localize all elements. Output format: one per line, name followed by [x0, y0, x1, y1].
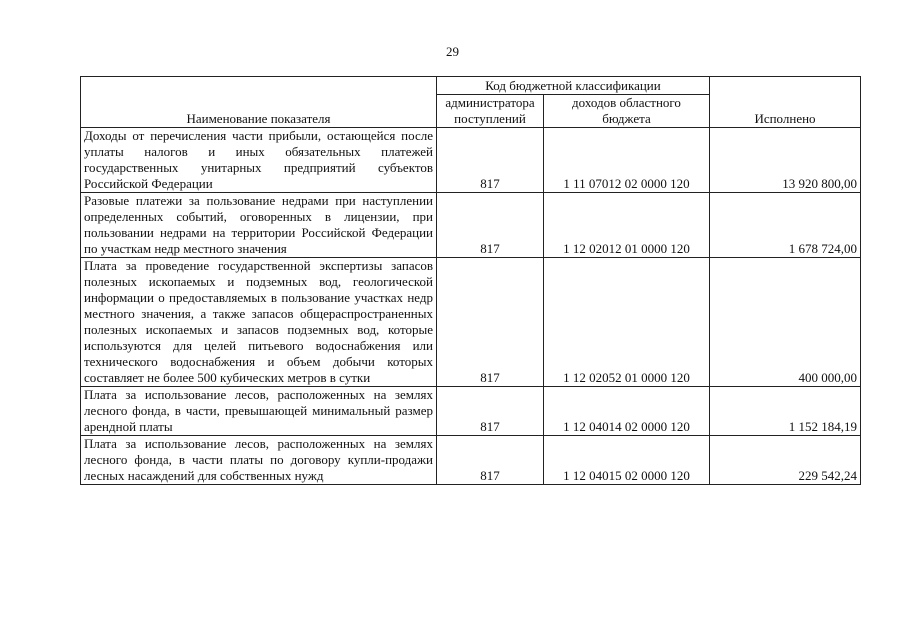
row-income-code: 1 12 02052 01 0000 120: [544, 258, 710, 387]
row-executed: 13 920 800,00: [710, 128, 861, 193]
table-row: [81, 387, 861, 436]
row-name: Плата за проведение государственной экспертизы запасов полезных ископаемых и подземных вод, геологической информации о предоставляемых в пользование участках недр местного значения, а также запасов общераспространенных полезных ископаемых и запасов подземных вод, которые используются для целей питьевого водоснабжения или технического водоснабжения и объем добычи которых составляет не более 500 кубических метров в сутки: [81, 258, 437, 387]
row-name: Плата за использование лесов, расположенных на землях лесного фонда, в части платы по договору купли-продажи лесных насаждений для собственных нужд: [81, 436, 437, 485]
row-admin-code: 817: [437, 258, 544, 387]
table-header-row: [81, 77, 861, 95]
row-admin-code: 817: [437, 436, 544, 485]
budget-table: [80, 76, 861, 485]
row-income-code: 1 12 04014 02 0000 120: [544, 387, 710, 436]
row-income-code: 1 11 07012 02 0000 120: [544, 128, 710, 193]
row-admin-code: 817: [437, 193, 544, 258]
row-income-code: 1 12 02012 01 0000 120: [544, 193, 710, 258]
header-name: Наименование показателя: [81, 77, 437, 128]
row-executed: 1 678 724,00: [710, 193, 861, 258]
row-income-code: 1 12 04015 02 0000 120: [544, 436, 710, 485]
header-budget-code: Код бюджетной классификации: [437, 77, 710, 95]
row-executed: 1 152 184,19: [710, 387, 861, 436]
row-name: Плата за использование лесов, расположенных на землях лесного фонда, в части, превышающей минимальный размер арендной платы: [81, 387, 437, 436]
row-admin-code: 817: [437, 128, 544, 193]
row-name: Доходы от перечисления части прибыли, остающейся после уплаты налогов и иных обязательных платежей государственных унитарных предприятий субъектов Российской Федерации: [81, 128, 437, 193]
row-name: Разовые платежи за пользование недрами при наступлении определенных событий, оговоренных в лицензии, при пользовании недрами на территории Российской Федерации по участкам недр местного значения: [81, 193, 437, 258]
table-row: [81, 436, 861, 485]
table-row: [81, 193, 861, 258]
page-number: 29: [446, 44, 459, 59]
header-executed: Исполнено: [710, 77, 861, 128]
header-admin: администратора поступлений: [437, 95, 544, 128]
row-executed: 229 542,24: [710, 436, 861, 485]
table-row: [81, 128, 861, 193]
row-executed: 400 000,00: [710, 258, 861, 387]
row-admin-code: 817: [437, 387, 544, 436]
header-income: доходов областного бюджета: [544, 95, 710, 128]
table-row: [81, 258, 861, 387]
